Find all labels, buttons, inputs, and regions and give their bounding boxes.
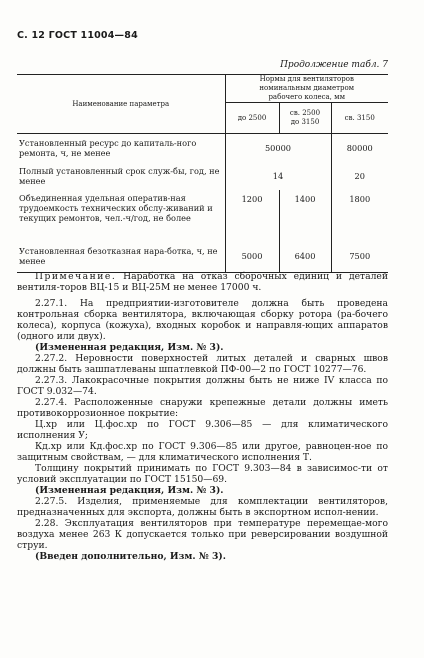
paragraph-2-27-5: 2.27.5. Изделия, применяемые для комплектации вентиляторов, предназначенных для экспорта, должны быть в экспортном испол-нении. [17, 496, 388, 518]
amendment-note: (Измененная редакция, Изм. № 3). [35, 342, 224, 353]
row-value: 80000 [331, 134, 388, 163]
row-name: Установленная безотказная нара-ботка, ч, не менее [19, 246, 218, 266]
table-note [17, 271, 388, 293]
paragraph-coating-t: Кд.хр или Кд.фос.хр по ГОСТ 9.306—85 или другое, равноцен-ное по защитным свойствам, — для климатического исполнения Т. [17, 441, 388, 463]
row-name: Установленный ресурс до капиталь-ного ремонта, ч, не менее [19, 138, 197, 158]
paragraph-thickness: Толщину покрытий принимать по ГОСТ 9.303—84 в зависимос-ти от условий эксплуатации по ГОСТ 15150—69. [17, 463, 388, 485]
table-continuation-label: Продолжение табл. 7 [280, 60, 388, 70]
paragraph-2-27-3: 2.27.3. Лакокрасочные покрытия должны быть не ниже IV класса по ГОСТ 9.032—74. [17, 375, 388, 397]
parameters-table [17, 74, 388, 273]
row-name: Объединенная удельная оператив-ная трудоемкость технических обслу-живаний и текущих ремонтов, чел.-ч/год, не более [19, 193, 213, 223]
note-text: Наработка на отказ сборочных единиц и деталей вентиля-торов ВЦ-15 и ВЦ-25М не менее 17000 ч. [17, 271, 388, 293]
paragraph-2-27-1: 2.27.1. На предприятии-изготовителе должна быть проведена контрольная сборка вентилятора, включающая сборку ротора (ра-бочего колеса), корпуса (кожуха), входных коробок и направля-ющих аппаратов (одного или двух). [17, 298, 388, 342]
row-value: 14 [225, 162, 331, 190]
table-row [17, 190, 388, 240]
row-value: 50000 [225, 134, 331, 163]
paragraph-2-27-4: 2.27.4. Расположенные снаружи крепежные детали должны иметь противокоррозионное покрытие: [17, 397, 388, 419]
row-value: 7500 [331, 240, 388, 273]
row-value: 20 [331, 162, 388, 190]
table-row [17, 162, 388, 190]
sub-header-2: св. 2500 до 3150 [279, 103, 331, 134]
row-value: 6400 [279, 240, 331, 273]
amendment-note: (Введен дополнительно, Изм. № 3). [35, 551, 226, 562]
param-column-header: Наименование параметра [17, 75, 225, 134]
row-value: 1400 [279, 190, 331, 240]
paragraph-2-28: 2.28. Эксплуатация вентиляторов при температуре перемещае-мого воздуха менее 263 К допускается только при реверсировании воздушной струи. [17, 518, 388, 551]
sub-header-3: св. 3150 [331, 103, 388, 134]
sub-header-1: до 2500 [225, 103, 279, 134]
amendment-note: (Измененная редакция, Изм. № 3). [35, 485, 224, 496]
row-value: 1800 [331, 190, 388, 240]
document-body [17, 271, 388, 562]
row-value: 1200 [225, 190, 279, 240]
table-row [17, 134, 388, 163]
note-label: Примечание. [35, 271, 117, 282]
norms-column-header: Нормы для вентиляторов номинальным диаметром рабочего колеса, мм [225, 75, 388, 103]
page-header: С. 12 ГОСТ 11004—84 [17, 30, 138, 41]
row-value: 5000 [225, 240, 279, 273]
row-name: Полный установленный срок служ-бы, год, не менее [19, 166, 220, 186]
paragraph-coating-u: Ц.хр или Ц.фос.хр по ГОСТ 9.306—85 — для климатического исполнения У; [17, 419, 388, 441]
table-row [17, 240, 388, 273]
paragraph-2-27-2: 2.27.2. Неровности поверхностей литых деталей и сварных швов должны быть зашпатлеваны шпатлевкой ПФ-00—2 по ГОСТ 10277—76. [17, 353, 388, 375]
